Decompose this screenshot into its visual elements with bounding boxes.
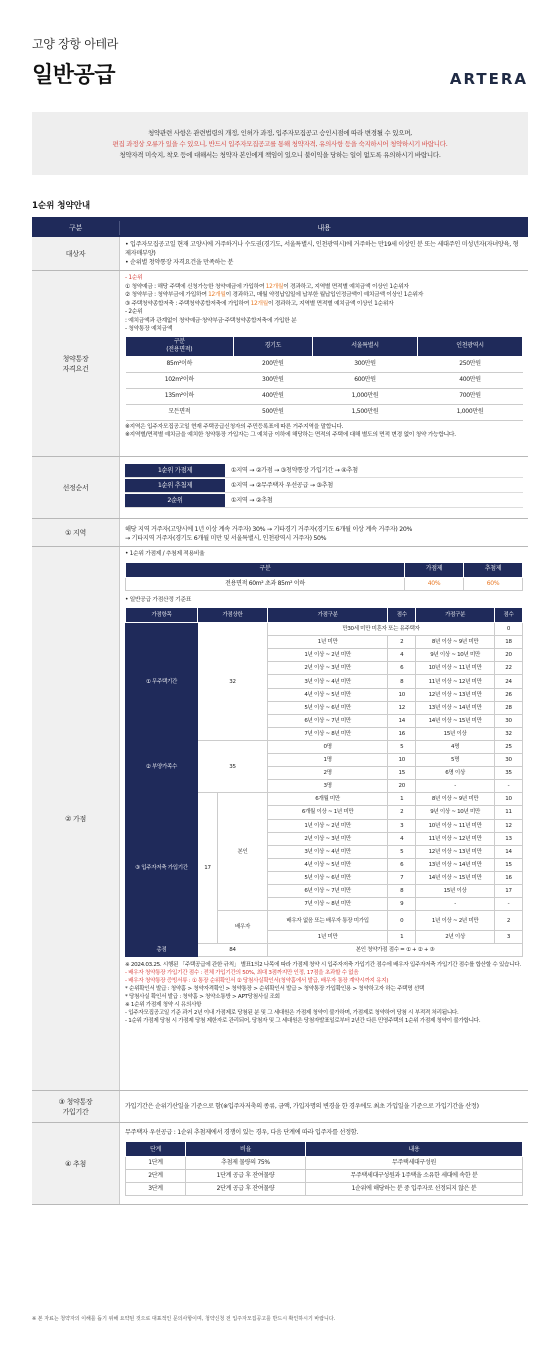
- deposit-th: 인천광역시: [418, 336, 523, 356]
- header-content: 내용: [317, 223, 331, 232]
- row-score: [32, 547, 528, 1091]
- deposit-th: 서울특별시: [313, 336, 418, 356]
- notice-line: 청약관련 사항은 관련법령의 개정, 인허가 과정, 입주자모집공고 승인시점에 따라 변경될 수 있으며,: [148, 129, 412, 137]
- header-category: 구분: [32, 221, 120, 235]
- account-rule: ① 청약예금 : 해당 주택에 신청가능한 청약예금에 가입하여 12개월이 경과하고, 지역별 면적별 예치금액 이상인 1순위자: [125, 283, 409, 290]
- row-label: 대상자: [32, 237, 120, 270]
- info-table: [32, 217, 528, 1205]
- ratio-title: • 1순위 가점제 / 추첨제 적용비율: [125, 550, 523, 559]
- ratio-table: 구분 가점제 추첨제 전용면적 60m² 초과 85m² 이하 40% 60%: [125, 562, 523, 591]
- table-row: 3단계 2단계 공급 후 잔여물량 1순위에 해당하는 분 중 입주자로 선정되지 않은 분: [126, 1183, 523, 1196]
- section-title: 1순위 청약안내: [32, 201, 91, 211]
- deposit-title: - 청약통장 예치금액: [125, 326, 173, 332]
- page-header: [0, 0, 560, 112]
- account-rule: ② 청약부금 : 청약부금에 가입하여 12개월이 경과하고, 매월 약정납입일에 납부한 월납입인정금액이 예치금액 이상인 1순위자: [125, 292, 424, 298]
- account-rule: ③ 주택청약종합저축 : 주택청약종합저축에 가입하여 12개월이 경과하고, 지역별 면적별 예치금액 이상인 1순위자: [125, 300, 394, 307]
- table-row: 4년 이상 ~ 5년 미만 6 13년 이상 ~ 14년 미만 15: [126, 858, 523, 871]
- table-row: ③ 입주자저축 가입기간 17 본인 6개월 미만 1 8년 이상 ~ 9년 미만 10: [126, 793, 523, 806]
- selection-step: 1순위 가점제 ①지역 → ②가점 → ③청약통장 가입기간 → ④추첨: [125, 463, 523, 478]
- row-label: ① 지역: [32, 519, 120, 546]
- score-note: ※ 2024.03.25. 시행된 「주택공급에 관한 규칙」 별표1의2 나목에 따라 가점제 청약 시 입주자저축 가입기간 점수에 배우자 입주자저축 가입기간 점수를 합산할 수 있습니다.: [125, 962, 521, 969]
- table-row: ② 부양가족수 35 0명 5 4명 25: [126, 740, 523, 753]
- table-row: 총점 84 본인 청약가점 점수 = ① + ② + ③: [126, 944, 523, 957]
- notice-line: 청약자격 미숙지, 착오 등에 대해서는 청약자 본인에게 책임이 있으니 불이익을 당하는 일이 없도록 유의하시기 바랍니다.: [119, 151, 441, 159]
- selection-step: 1순위 추첨제 ①지역 → ②무주택자 우선공급 → ③추첨: [125, 478, 523, 493]
- table-row: ① 무주택기간 32 만30세 미만 미혼자 또는 유주택자 0: [126, 623, 523, 636]
- table-row: 85m²이하 200만원 300만원 250만원: [126, 356, 523, 372]
- row-period: [32, 1091, 528, 1123]
- table-row: 5년 이상 ~ 6년 미만 12 13년 이상 ~ 14년 미만 28: [126, 701, 523, 714]
- table-row: 1년 미만 1 2년 이상 3: [126, 931, 523, 944]
- table-row: 1년 미만 2 8년 이상 ~ 9년 미만 18: [126, 636, 523, 649]
- rank-label: - 2순위: [125, 309, 143, 315]
- table-row: 102m²이하 300만원 600만원 400만원: [126, 372, 523, 388]
- score-notes: [125, 961, 523, 1025]
- deposit-th: 경기도: [233, 336, 312, 356]
- table-row: 3명 20 - -: [126, 780, 523, 793]
- row-applicant: [32, 237, 528, 271]
- score-note: - 배우자 청약통장 가입기간 점수 : 전체 가입기간의 50%, 최대 3점까지만 인정, 17점을 초과할 수 없음: [125, 970, 359, 977]
- table-row: 전용면적 60m² 초과 85m² 이하 40% 60%: [126, 577, 523, 590]
- table-row: 2년 이상 ~ 3년 미만 4 11년 이상 ~ 12년 미만 13: [126, 832, 523, 845]
- notice-line-warning: 편집 과정상 오류가 있을 수 있으니, 반드시 입주자모집공고를 통해 청약자격, 유의사항 등을 숙지하시어 청약하시기 바랍니다.: [112, 140, 448, 148]
- criteria-table: 가점항목 가점상한 가점구분 점수 가점구분 점수 ① 무주택기간 32 만30세 미만 미혼자 또는 유주택자 0 1년 미만 2 8년 이상 ~ 9년 미만 18 1년 이상 ~ 2년 미만 4 9년 이상 ~ 10년 미만 20 2년 이상 ~ 3년 미만 6 10년 이상 ~ 11년 미만 22 3년 이상 ~ 4년 미만 8 11년 이상 ~ 12년 미만 24 4년 이상 ~ 5년 미만 10 12년 이상 ~ 13년 미만 26 5년 이상 ~ 6년 미만 12 13년 이상 ~ 14년 미만 28 6년 이상 ~ 7년 미만 14 14년 이상 ~ 15년 미만 30 7년 이상 ~ 8년 미만 16 15년 이상 32 ② 부양가족수 35 0명 5 4명 25 1명 10 5명 30 2명 15 6명 이상 35 3명 20 - - ③ 입주자저축 가입기간 17 본인 6개월 미만 1 8년 이상 ~ 9년 미만 10 6개월 이상 ~ 1년 미만 2 9년 이상 ~ 10년 미만 11 1년 이상 ~ 2년 미만 3 10년 이상 ~ 11년 미만 12 2년 이상 ~ 3년 미만 4 11년 이상 ~ 12년 미만 13 3년 이상 ~ 4년 미만 5 12년 이상 ~ 13년 미만 14 4년 이상 ~ 5년 미만 6 13년 이상 ~ 14년 미만 15 5년 이상 ~ 6년 미만 7 14년 이상 ~ 15년 미만 16 6년 이상 ~ 7년 미만 8 15년 이상 17 7년 이상 ~ 8년 미만 9 - - 배우자 배우자 없음 또는 배우자 통장 미가입 0 1년 이상 ~ 2년 미만 2 1년 미만 1 2년 이상 3 총점 84 본인 청약가점 점수 = ① + ② + ③: [125, 607, 523, 957]
- table-row: 5년 이상 ~ 6년 미만 7 14년 이상 ~ 15년 미만 16: [126, 871, 523, 884]
- row-label: ④ 추첨: [32, 1123, 120, 1204]
- table-row: 1년 이상 ~ 2년 미만 4 9년 이상 ~ 10년 미만 20: [126, 649, 523, 662]
- row-label: 선정순서: [32, 457, 120, 518]
- table-row: 6개월 이상 ~ 1년 미만 2 9년 이상 ~ 10년 미만 11: [126, 806, 523, 819]
- selection-step: 2순위 ①지역 → ②추첨: [125, 493, 523, 508]
- score-note: - 입주자모집공고일 기준 과거 2년 이내 가점제로 당첨된 분 및 그 세대원은 가점제 청약이 불가하며, 가점제로 청약하여 당첨 시 부적격 처리됩니다.: [125, 1010, 459, 1017]
- brand-logo: ARTERA: [449, 70, 528, 88]
- row-label: 청약통장 자격요건: [32, 271, 120, 456]
- row-region: [32, 519, 528, 547]
- table-row: 2단계 1단계 공급 후 잔여물량 무주택세대구성원과 1주택을 소유한 세대에 속한 분: [126, 1170, 523, 1183]
- row-selection: [32, 457, 528, 519]
- table-row: 2명 15 6명 이상 35: [126, 767, 523, 780]
- lottery-intro: 무주택자 우선공급 : 1순위 추첨제에서 경쟁이 있는 경우, 다음 단계에 따라 입주자를 선정함.: [125, 1129, 359, 1136]
- account-note: ※지역별/면적별 예치금을 예치한 청약통장 가입자는 그 예치금 이하에 해당하는 면적의 주택에 대해 별도의 면적 변경 없이 청약 가능합니다.: [125, 432, 456, 438]
- row-label: ② 가점: [32, 547, 120, 1090]
- deposit-table: [125, 336, 523, 421]
- applicant-bullet: • 순위별 청약통장 자격요건을 만족하는 분: [125, 258, 523, 267]
- footnote: ※ 본 자료는 청약자의 이해를 돕기 위해 요약된 것으로 대표적인 문의사항이며, 청약신청 전 입주자모집공고를 반드시 확인하시기 바랍니다.: [32, 1316, 336, 1322]
- table-row: 1명 10 5명 30: [126, 754, 523, 767]
- page-title: 일반공급: [32, 63, 116, 88]
- score-note: - 1순위 가점제 당첨 시 가점제 당첨 제한자로 관리되어, 당첨자 및 그 세대원은 당첨자발표일로부터 2년간 다른 민영주택의 1순위 가점제 청약이 불가합니다.: [125, 1018, 481, 1025]
- row-label: ③ 청약통장 가입기간: [32, 1091, 120, 1122]
- deposit-th: 구분 (전용면적): [126, 336, 234, 356]
- table-row: 모든면적 500만원 1,500만원 1,000만원: [126, 404, 523, 420]
- table-row: 6년 이상 ~ 7년 미만 8 15년 이상 17: [126, 884, 523, 897]
- row-lottery: [32, 1123, 528, 1205]
- table-row: 1단계 추첨제 물량의 75% 무주택세대구성원: [126, 1157, 523, 1170]
- table-row: 3년 이상 ~ 4년 미만 8 11년 이상 ~ 12년 미만 24: [126, 675, 523, 688]
- table-row: 배우자 배우자 없음 또는 배우자 통장 미가입 0 1년 이상 ~ 2년 미만 2: [126, 911, 523, 931]
- criteria-title: • 일반공급 가점산정 기준표: [125, 596, 523, 605]
- score-note: - 배우자 청약통장 증빙서류 : ① 통장 순위확인서 ② 당첨사실확인서(청약홈에서 발급, 배우자 통장 계약시까지 유지): [125, 978, 389, 985]
- notice-box: [32, 112, 528, 175]
- account-rule: : 예치금액과 관계없이 청약예금·청약부금·주택청약종합저축에 가입한 분: [125, 317, 297, 324]
- table-row: 2년 이상 ~ 3년 미만 6 10년 이상 ~ 11년 미만 22: [126, 662, 523, 675]
- region-line: → 기타지역 거주자(경기도 6개월 미만 및 서울특별시, 인천광역시 거주자) 50%: [125, 535, 327, 542]
- score-note: * 당첨사실 확인서 발급 : 청약홈 > 청약소통방 > APT당첨사실 조회: [125, 994, 280, 1001]
- table-row: 6년 이상 ~ 7년 미만 14 14년 이상 ~ 15년 미만 30: [126, 714, 523, 727]
- table-row: 3년 이상 ~ 4년 미만 5 12년 이상 ~ 13년 미만 14: [126, 845, 523, 858]
- table-row: 7년 이상 ~ 8년 미만 16 15년 이상 32: [126, 727, 523, 740]
- score-note: * 순위확인서 발급 : 청약홈 > 청약자격확인 > 청약통장 > 순위확인서 발급 > 청약통장 가입확인용 > 청약하고자 하는 주택명 선택: [125, 986, 425, 993]
- period-text: 가입기간은 순위기산일을 기준으로 함(※입주자저축의 종류, 금액, 가입자명의 변경을 한 경우에도 최초 가입일을 기준으로 가입기간을 산정): [125, 1103, 479, 1110]
- row-account: [32, 271, 528, 457]
- table-header: [32, 219, 528, 237]
- project-subtitle: 고양 장항 아테라: [32, 37, 119, 51]
- score-note: ※ 1순위 가점제 청약 시 유의사항: [125, 1002, 202, 1009]
- table-row: 7년 이상 ~ 8년 미만 9 - -: [126, 898, 523, 911]
- table-row: 4년 이상 ~ 5년 미만 10 12년 이상 ~ 13년 미만 26: [126, 688, 523, 701]
- region-line: 해당 지역 거주자(고양시에 1년 이상 계속 거주자) 30% → 기타경기 거주자(경기도 6개월 이상 계속 거주자) 20%: [125, 526, 413, 533]
- lottery-table: 단계 비율 내용 1단계 추첨제 물량의 75% 무주택세대구성원 2단계 1단계 공급 후 잔여물량 무주택세대구성원과 1주택을 소유한 세대에 속한 분 3단계 2단계 공급 후 잔여물량 1순위에 해당하는 분 중 입주자로 선정되지 않은 분: [125, 1141, 523, 1196]
- table-row: 135m²이하 400만원 1,000만원 700만원: [126, 388, 523, 404]
- rank-label: - 1순위: [125, 275, 143, 281]
- applicant-bullet: • 입주자모집공고일 현재 고양시에 거주하거나 수도권(경기도, 서울특별시, 인천광역시)에 거주하는 만19세 이상인 분 또는 세대주인 미성년자(자녀양육, 형제자매부양): [125, 240, 523, 258]
- account-note: ※지역은 입주자모집공고일 현재 주택공급신청자의 주민등록표에 따른 거주지역을 말합니다.: [125, 423, 344, 430]
- table-row: 1년 이상 ~ 2년 미만 3 10년 이상 ~ 11년 미만 12: [126, 819, 523, 832]
